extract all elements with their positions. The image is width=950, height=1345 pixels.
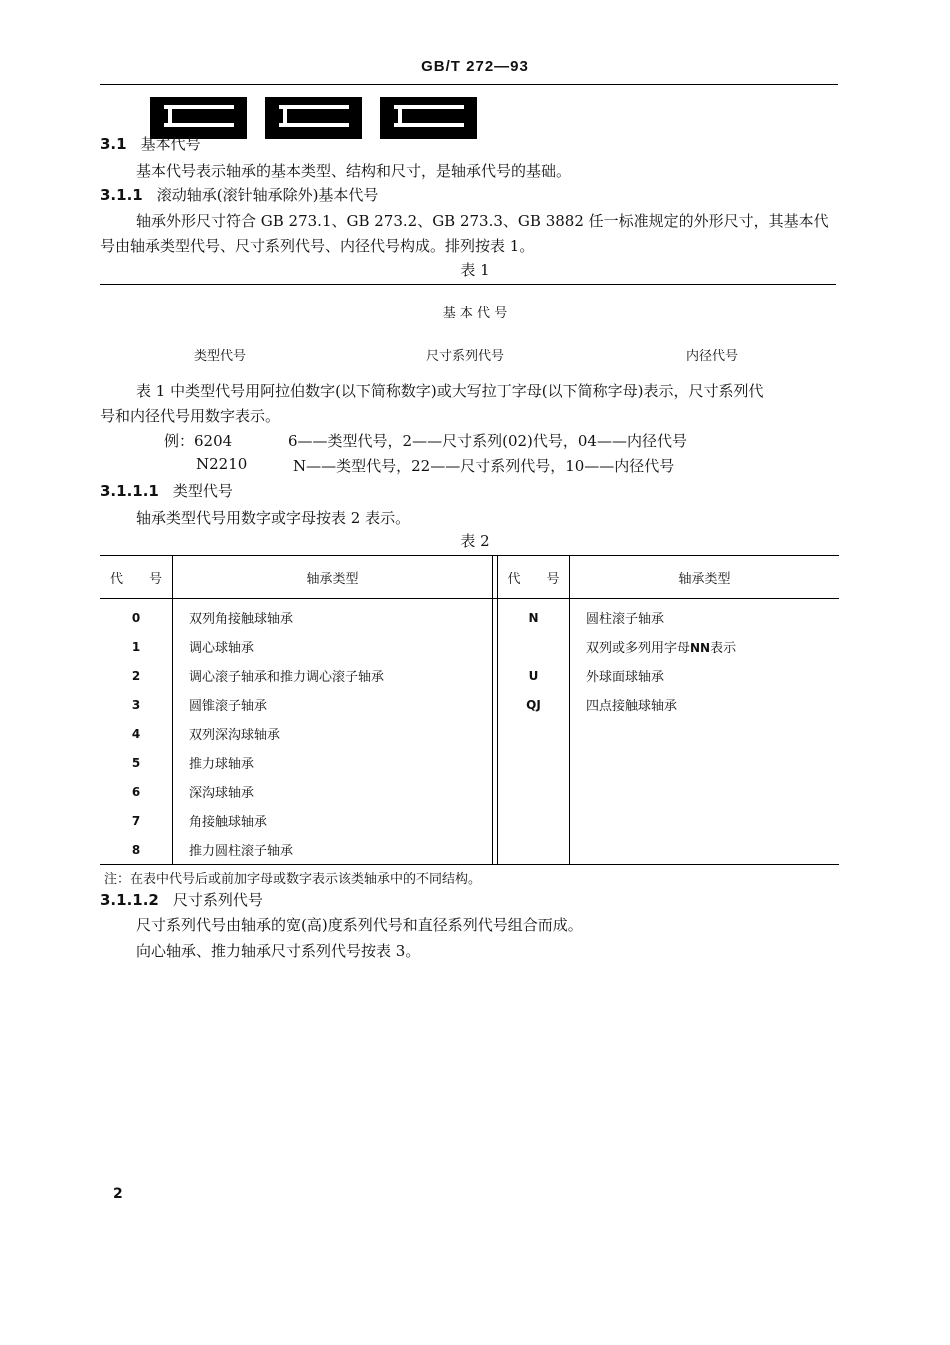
heading-3-1-1-1 [100,480,233,501]
table-1-col-type: 类型代号 [194,349,247,364]
table-row [100,599,839,633]
type-cell: 推力球轴承 [173,748,493,777]
type-code-nn: NN [690,641,711,655]
code-cell: 1 [100,632,173,661]
redaction-block-2 [265,97,362,139]
code-cell [498,835,570,865]
code-cell: 6 [100,777,173,806]
section-title: 类型代号 [172,482,233,500]
paragraph: 尺寸系列代号由轴承的宽(高)度系列代号和直径系列代号组合而成。 [136,916,583,934]
table-1-top-rule [100,284,836,285]
table-2-note: 注：在表中代号后或前加字母或数字表示该类轴承中的不同结构。 [104,872,482,887]
code-cell: 4 [100,719,173,748]
table-row [100,748,839,777]
type-cell [570,806,840,835]
type-cell: 圆柱滚子轴承 [586,612,665,627]
example-2-label: N2210 [196,455,248,473]
code-cell: 3 [100,690,173,719]
type-cell [570,632,840,661]
header-bearing-type: 轴承类型 [173,556,493,599]
table-row [100,835,839,865]
paragraph-line: 号由轴承类型代号、尺寸系列代号、内径代号构成。排列按表 1。 [100,237,535,255]
section-number: 3.1 [100,135,127,153]
table-header-row [100,556,839,599]
table-1-header: 基 本 代 号 [442,306,508,321]
paragraph-line: 表 1 中类型代号用阿拉伯数字(以下简称数字)或大写拉丁字母(以下简称字母)表示，尺寸系列代 [136,382,764,400]
page-number: 2 [113,1186,123,1202]
section-title: 滚动轴承(滚针轴承除外)基本代号 [156,186,379,204]
code-cell: QJ [498,690,570,719]
section-number: 3.1.1 [100,186,143,204]
type-cell: 调心滚子轴承和推力调心滚子轴承 [173,661,493,690]
table-2-caption: 表 2 [460,532,490,550]
code-cell [498,748,570,777]
table-1-caption: 表 1 [460,261,490,279]
table-2 [100,555,839,865]
code-cell: 7 [100,806,173,835]
code-cell [498,632,570,661]
paragraph: 基本代号表示轴承的基本类型、结构和尺寸，是轴承代号的基础。 [136,162,572,180]
example-2-text: N——类型代号，22——尺寸系列代号，10——内径代号 [293,457,675,475]
section-title: 基本代号 [140,135,201,153]
section-number: 3.1.1.1 [100,482,159,500]
example-1-label: 例：6204 [164,432,233,450]
code-cell: 8 [100,835,173,865]
table-row [100,632,839,661]
code-cell [498,777,570,806]
table-row [100,777,839,806]
example-1-text: 6——类型代号，2——尺寸系列(02)代号，04——内径代号 [288,432,687,450]
type-text: 双列或多列用字母 [586,641,691,656]
paragraph: 轴承类型代号用数字或字母按表 2 表示。 [136,509,411,527]
section-number: 3.1.1.2 [100,891,159,909]
document-header-title: GB/T 272—93 [421,58,529,75]
code-cell [498,719,570,748]
code-cell: 0 [100,599,173,633]
paragraph-line: 轴承外形尺寸符合 GB 273.1、GB 273.2、GB 273.3、GB 3882 任一标准规定的外形尺寸，其基本代 [136,212,829,230]
type-cell: 双列深沟球轴承 [173,719,493,748]
code-cell: 2 [100,661,173,690]
section-title: 尺寸系列代号 [172,891,263,909]
table-row [100,719,839,748]
type-cell [570,719,840,748]
type-cell: 四点接触球轴承 [586,699,678,714]
type-cell: 推力圆柱滚子轴承 [173,835,493,865]
type-cell: 深沟球轴承 [173,777,493,806]
type-cell: 外球面球轴承 [586,670,665,685]
table-row [100,690,839,719]
heading-3-1 [100,133,201,154]
type-cell: 调心球轴承 [173,632,493,661]
type-cell [570,748,840,777]
heading-3-1-1 [100,184,378,205]
type-cell: 角接触球轴承 [173,806,493,835]
code-cell: N [498,599,570,633]
paragraph: 向心轴承、推力轴承尺寸系列代号按表 3。 [136,942,421,960]
header-code: 代 号 [100,556,173,599]
header-rule [100,84,838,85]
code-cell: U [498,661,570,690]
heading-3-1-1-2 [100,889,263,910]
table-row [100,806,839,835]
code-cell [498,806,570,835]
type-text-tail: 表示 [710,641,737,656]
redaction-block-3 [380,97,477,139]
header-code: 代 号 [498,556,570,599]
paragraph-line: 号和内径代号用数字表示。 [100,407,281,425]
table-1-col-bore: 内径代号 [686,349,739,364]
type-cell [570,835,840,865]
type-cell [570,777,840,806]
table-1-col-size-series: 尺寸系列代号 [426,349,505,364]
type-cell: 圆锥滚子轴承 [173,690,493,719]
header-bearing-type: 轴承类型 [570,556,840,599]
code-cell: 5 [100,748,173,777]
table-row [100,661,839,690]
type-cell: 双列角接触球轴承 [173,599,493,633]
